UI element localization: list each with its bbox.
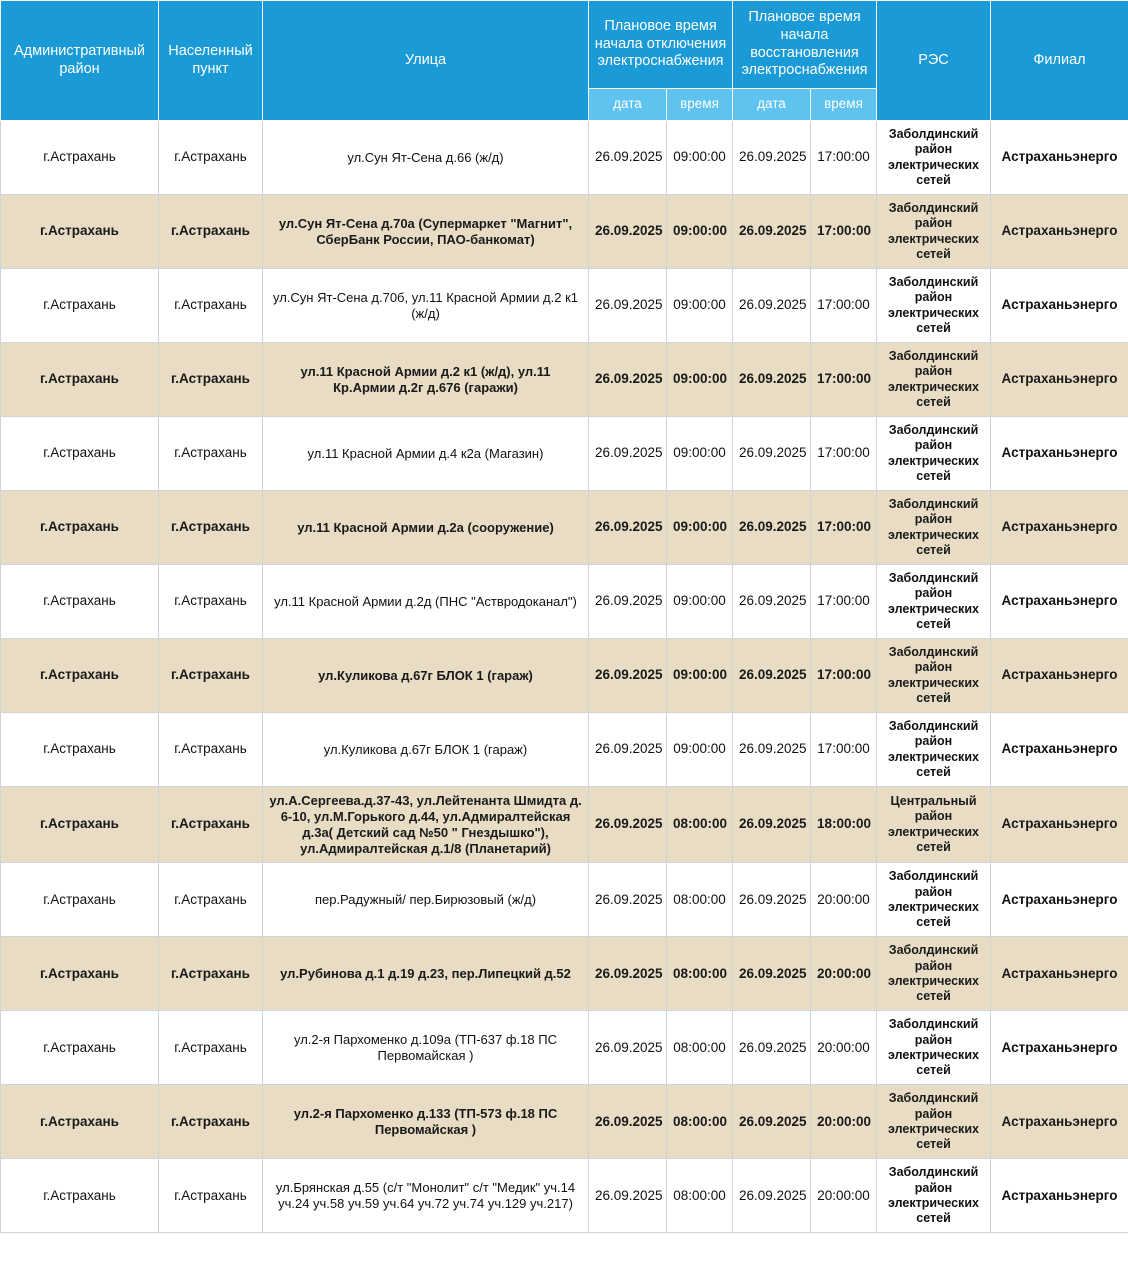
cell-restore-date: 26.09.2025 <box>733 491 811 565</box>
cell-branch: Астраханьэнерго <box>991 787 1128 863</box>
table-row <box>1 417 1128 491</box>
cell-street: ул.2-я Пархоменко д.109а (ТП-637 ф.18 ПС Первомайская ) <box>263 1011 589 1085</box>
cell-street: ул.Сун Ят-Сена д.66 (ж/д) <box>263 121 589 195</box>
cell-res: Заболдинский район электрических сетей <box>877 863 991 937</box>
cell-branch: Астраханьэнерго <box>991 343 1128 417</box>
cell-outage-date: 26.09.2025 <box>589 417 667 491</box>
cell-restore-time: 17:00:00 <box>811 269 877 343</box>
cell-restore-time: 17:00:00 <box>811 639 877 713</box>
cell-outage-date: 26.09.2025 <box>589 863 667 937</box>
column-header-outage-date: дата <box>589 89 667 121</box>
cell-outage-time: 08:00:00 <box>667 1159 733 1233</box>
cell-locality: г.Астрахань <box>159 639 263 713</box>
column-header-district: Административный район <box>1 1 159 121</box>
cell-restore-date: 26.09.2025 <box>733 863 811 937</box>
cell-district: г.Астрахань <box>1 639 159 713</box>
cell-district: г.Астрахань <box>1 1159 159 1233</box>
cell-locality: г.Астрахань <box>159 491 263 565</box>
cell-res: Заболдинский район электрических сетей <box>877 565 991 639</box>
column-header-res: РЭС <box>877 1 991 121</box>
cell-outage-time: 08:00:00 <box>667 787 733 863</box>
cell-street: ул.Сун Ят-Сена д.70б, ул.11 Красной Армии д.2 к1 (ж/д) <box>263 269 589 343</box>
cell-locality: г.Астрахань <box>159 343 263 417</box>
cell-street: ул.Сун Ят-Сена д.70а (Супермаркет "Магнит", СберБанк России, ПАО-банкомат) <box>263 195 589 269</box>
cell-res: Заболдинский район электрических сетей <box>877 195 991 269</box>
cell-restore-time: 17:00:00 <box>811 491 877 565</box>
cell-restore-time: 17:00:00 <box>811 713 877 787</box>
cell-locality: г.Астрахань <box>159 1159 263 1233</box>
cell-street: ул.11 Красной Армии д.2д (ПНС "Аствродоканал") <box>263 565 589 639</box>
cell-outage-date: 26.09.2025 <box>589 1011 667 1085</box>
cell-restore-date: 26.09.2025 <box>733 195 811 269</box>
cell-locality: г.Астрахань <box>159 195 263 269</box>
table-row <box>1 343 1128 417</box>
cell-district: г.Астрахань <box>1 565 159 639</box>
cell-outage-time: 09:00:00 <box>667 417 733 491</box>
cell-outage-time: 08:00:00 <box>667 937 733 1011</box>
column-header-restore-start: Плановое время начала восстановления электроснабжения <box>733 1 877 89</box>
cell-outage-time: 09:00:00 <box>667 713 733 787</box>
cell-branch: Астраханьэнерго <box>991 565 1128 639</box>
cell-outage-date: 26.09.2025 <box>589 195 667 269</box>
cell-restore-date: 26.09.2025 <box>733 121 811 195</box>
cell-restore-date: 26.09.2025 <box>733 1085 811 1159</box>
table-row <box>1 1011 1128 1085</box>
cell-restore-date: 26.09.2025 <box>733 787 811 863</box>
cell-district: г.Астрахань <box>1 269 159 343</box>
table-header-row-main <box>1 1 1128 89</box>
cell-res: Заболдинский район электрических сетей <box>877 937 991 1011</box>
cell-branch: Астраханьэнерго <box>991 863 1128 937</box>
cell-res: Заболдинский район электрических сетей <box>877 713 991 787</box>
table-row <box>1 787 1128 863</box>
cell-locality: г.Астрахань <box>159 121 263 195</box>
cell-branch: Астраханьэнерго <box>991 491 1128 565</box>
cell-res: Заболдинский район электрических сетей <box>877 121 991 195</box>
table-row <box>1 937 1128 1011</box>
cell-branch: Астраханьэнерго <box>991 639 1128 713</box>
table-row <box>1 195 1128 269</box>
cell-street: ул.Брянская д.55 (с/т "Монолит" с/т "Медик" уч.14 уч.24 уч.58 уч.59 уч.64 уч.72 уч.74 уч.129 уч.217) <box>263 1159 589 1233</box>
cell-restore-date: 26.09.2025 <box>733 713 811 787</box>
cell-outage-time: 08:00:00 <box>667 1085 733 1159</box>
cell-res: Заболдинский район электрических сетей <box>877 343 991 417</box>
cell-branch: Астраханьэнерго <box>991 713 1128 787</box>
cell-outage-time: 09:00:00 <box>667 491 733 565</box>
cell-branch: Астраханьэнерго <box>991 417 1128 491</box>
cell-restore-date: 26.09.2025 <box>733 343 811 417</box>
cell-branch: Астраханьэнерго <box>991 269 1128 343</box>
cell-res: Заболдинский район электрических сетей <box>877 417 991 491</box>
cell-locality: г.Астрахань <box>159 417 263 491</box>
cell-restore-time: 20:00:00 <box>811 863 877 937</box>
column-header-branch: Филиал <box>991 1 1128 121</box>
cell-restore-date: 26.09.2025 <box>733 565 811 639</box>
cell-branch: Астраханьэнерго <box>991 1159 1128 1233</box>
cell-street: ул.Куликова д.67г БЛОК 1 (гараж) <box>263 639 589 713</box>
cell-district: г.Астрахань <box>1 121 159 195</box>
table-row <box>1 863 1128 937</box>
column-header-outage-time: время <box>667 89 733 121</box>
column-header-restore-date: дата <box>733 89 811 121</box>
cell-street: пер.Радужный/ пер.Бирюзовый (ж/д) <box>263 863 589 937</box>
cell-branch: Астраханьэнерго <box>991 1085 1128 1159</box>
cell-outage-date: 26.09.2025 <box>589 269 667 343</box>
cell-res: Заболдинский район электрических сетей <box>877 1011 991 1085</box>
cell-district: г.Астрахань <box>1 937 159 1011</box>
table-row <box>1 269 1128 343</box>
table-row <box>1 121 1128 195</box>
cell-street: ул.11 Красной Армии д.2а (сооружение) <box>263 491 589 565</box>
cell-locality: г.Астрахань <box>159 565 263 639</box>
cell-outage-date: 26.09.2025 <box>589 1085 667 1159</box>
cell-restore-time: 20:00:00 <box>811 1159 877 1233</box>
cell-outage-date: 26.09.2025 <box>589 565 667 639</box>
cell-restore-time: 17:00:00 <box>811 195 877 269</box>
cell-restore-time: 20:00:00 <box>811 1011 877 1085</box>
cell-restore-date: 26.09.2025 <box>733 269 811 343</box>
cell-restore-date: 26.09.2025 <box>733 639 811 713</box>
cell-district: г.Астрахань <box>1 787 159 863</box>
table-row <box>1 491 1128 565</box>
cell-locality: г.Астрахань <box>159 937 263 1011</box>
cell-outage-date: 26.09.2025 <box>589 121 667 195</box>
cell-district: г.Астрахань <box>1 1011 159 1085</box>
cell-district: г.Астрахань <box>1 417 159 491</box>
cell-outage-time: 09:00:00 <box>667 343 733 417</box>
cell-restore-time: 17:00:00 <box>811 565 877 639</box>
cell-res: Заболдинский район электрических сетей <box>877 1085 991 1159</box>
cell-outage-date: 26.09.2025 <box>589 343 667 417</box>
cell-restore-date: 26.09.2025 <box>733 937 811 1011</box>
cell-res: Заболдинский район электрических сетей <box>877 639 991 713</box>
cell-district: г.Астрахань <box>1 863 159 937</box>
cell-locality: г.Астрахань <box>159 1085 263 1159</box>
column-header-street: Улица <box>263 1 589 121</box>
cell-locality: г.Астрахань <box>159 269 263 343</box>
cell-district: г.Астрахань <box>1 713 159 787</box>
cell-outage-time: 09:00:00 <box>667 121 733 195</box>
table-row <box>1 1085 1128 1159</box>
column-header-restore-time: время <box>811 89 877 121</box>
cell-outage-time: 09:00:00 <box>667 565 733 639</box>
cell-district: г.Астрахань <box>1 491 159 565</box>
cell-locality: г.Астрахань <box>159 787 263 863</box>
cell-res: Заболдинский район электрических сетей <box>877 269 991 343</box>
column-header-outage-start: Плановое время начала отключения электроснабжения <box>589 1 733 89</box>
cell-outage-date: 26.09.2025 <box>589 713 667 787</box>
cell-restore-time: 17:00:00 <box>811 121 877 195</box>
cell-restore-date: 26.09.2025 <box>733 1011 811 1085</box>
table-row <box>1 713 1128 787</box>
cell-district: г.Астрахань <box>1 343 159 417</box>
cell-restore-time: 17:00:00 <box>811 343 877 417</box>
cell-street: ул.11 Красной Армии д.2 к1 (ж/д), ул.11 Кр.Армии д.2г д.676 (гаражи) <box>263 343 589 417</box>
cell-branch: Астраханьэнерго <box>991 1011 1128 1085</box>
cell-restore-time: 20:00:00 <box>811 937 877 1011</box>
cell-restore-time: 18:00:00 <box>811 787 877 863</box>
cell-outage-time: 09:00:00 <box>667 639 733 713</box>
cell-outage-date: 26.09.2025 <box>589 1159 667 1233</box>
cell-outage-time: 09:00:00 <box>667 269 733 343</box>
cell-restore-time: 17:00:00 <box>811 417 877 491</box>
cell-district: г.Астрахань <box>1 1085 159 1159</box>
cell-outage-time: 09:00:00 <box>667 195 733 269</box>
cell-branch: Астраханьэнерго <box>991 195 1128 269</box>
table-body <box>1 121 1128 1233</box>
cell-branch: Астраханьэнерго <box>991 937 1128 1011</box>
cell-street: ул.А.Сергеева.д.37-43, ул.Лейтенанта Шмидта д. 6-10, ул.М.Горького д.44, ул.Адмиралтейская д.3а( Детский сад №50 " Гнездышко"), ул.Адмиралтейская д.1/8 (Планетарий) <box>263 787 589 863</box>
cell-street: ул.Рубинова д.1 д.19 д.23, пер.Липецкий д.52 <box>263 937 589 1011</box>
cell-branch: Астраханьэнерго <box>991 121 1128 195</box>
cell-street: ул.Куликова д.67г БЛОК 1 (гараж) <box>263 713 589 787</box>
cell-res: Центральный район электрических сетей <box>877 787 991 863</box>
cell-outage-time: 08:00:00 <box>667 1011 733 1085</box>
cell-district: г.Астрахань <box>1 195 159 269</box>
cell-outage-date: 26.09.2025 <box>589 639 667 713</box>
table-row <box>1 565 1128 639</box>
table-row <box>1 639 1128 713</box>
column-header-locality: Населенный пункт <box>159 1 263 121</box>
cell-outage-date: 26.09.2025 <box>589 491 667 565</box>
table-header <box>1 1 1128 121</box>
cell-restore-date: 26.09.2025 <box>733 417 811 491</box>
cell-outage-time: 08:00:00 <box>667 863 733 937</box>
cell-street: ул.11 Красной Армии д.4 к2а (Магазин) <box>263 417 589 491</box>
cell-locality: г.Астрахань <box>159 713 263 787</box>
cell-restore-date: 26.09.2025 <box>733 1159 811 1233</box>
cell-locality: г.Астрахань <box>159 863 263 937</box>
cell-restore-time: 20:00:00 <box>811 1085 877 1159</box>
cell-res: Заболдинский район электрических сетей <box>877 1159 991 1233</box>
cell-street: ул.2-я Пархоменко д.133 (ТП-573 ф.18 ПС Первомайская ) <box>263 1085 589 1159</box>
cell-outage-date: 26.09.2025 <box>589 787 667 863</box>
cell-outage-date: 26.09.2025 <box>589 937 667 1011</box>
cell-locality: г.Астрахань <box>159 1011 263 1085</box>
cell-res: Заболдинский район электрических сетей <box>877 491 991 565</box>
table-row <box>1 1159 1128 1233</box>
